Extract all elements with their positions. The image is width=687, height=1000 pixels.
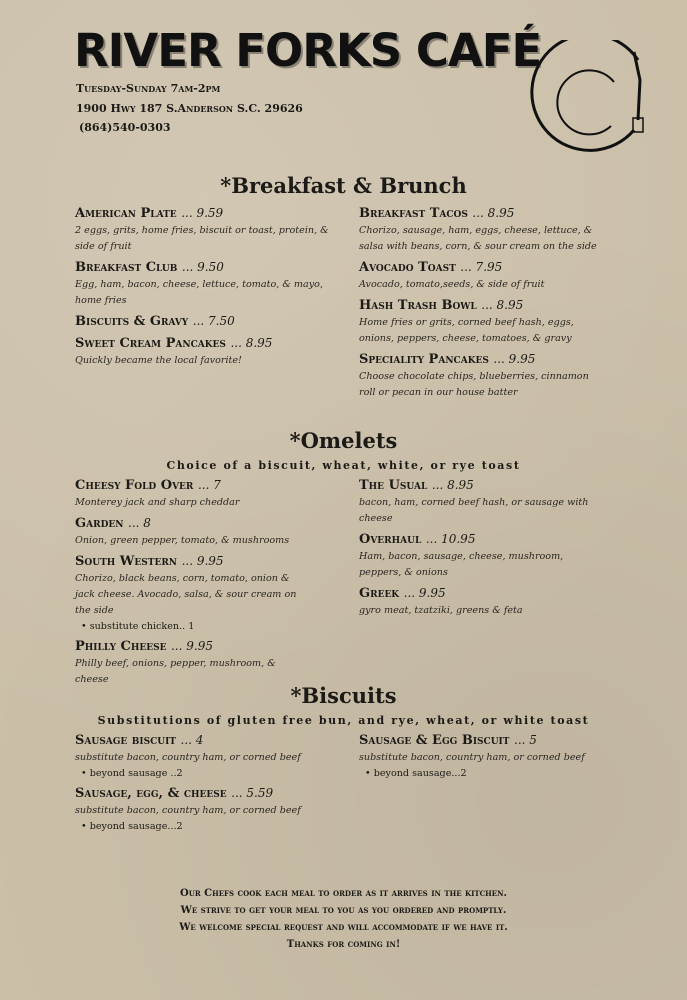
menu-item-name [359, 530, 599, 549]
item-price: ... 8.95 [431, 478, 474, 492]
item-description: Avocado, tomato,seeds, & side of fruit [359, 279, 545, 290]
menu-item-name [75, 731, 345, 750]
breakfast-left [75, 204, 345, 372]
menu-item-name [75, 637, 305, 656]
item-name: American Plate [75, 206, 177, 221]
item-price: ... 7.50 [192, 314, 235, 328]
breakfast-right [359, 204, 599, 404]
item-note: • beyond sausage...2 [81, 821, 183, 832]
item-description: Onion, green pepper, tomato, & mushrooms [75, 535, 290, 546]
item-note: • beyond sausage...2 [365, 768, 467, 779]
item-description: gyro meat, tzatziki, greens & feta [359, 605, 523, 616]
menu-item [75, 312, 345, 331]
cafe-title: RIVER FORKS CAFÉ [74, 24, 542, 77]
menu-item-name [75, 312, 345, 331]
menu-item [359, 350, 599, 401]
item-price: ... 9.59 [181, 206, 224, 220]
plate-fork-icon [526, 40, 656, 160]
omelets-right [359, 476, 599, 622]
footer-line: Thanks for coming in! [286, 939, 401, 950]
omelets-subheading: Choice of a biscuit, wheat, white, or rye toast [166, 459, 521, 472]
breakfast-heading: *Breakfast & Brunch [220, 173, 467, 198]
menu-item-name [75, 476, 305, 495]
menu-item-name [359, 731, 599, 750]
menu-item [359, 258, 599, 293]
item-description: substitute bacon, country ham, or corned beef [75, 805, 301, 816]
menu-item-name [359, 476, 599, 495]
item-name: Philly Cheese [75, 639, 167, 654]
menu-item [75, 552, 305, 634]
item-description: Ham, bacon, sausage, cheese, mushroom, peppers, & onions [359, 551, 564, 578]
footer-line: Our Chefs cook each meal to order as it arrives in the kitchen. [180, 888, 507, 899]
address: 1900 Hwy 187 S.Anderson S.C. 29626 [76, 102, 303, 115]
item-description: 2 eggs, grits, home fries, biscuit or toast, protein, & side of fruit [75, 225, 329, 252]
item-price: ... 9.95 [403, 586, 446, 600]
item-description: Choose chocolate chips, blueberries, cinnamon roll or pecan in our house batter [359, 371, 589, 398]
item-price: ... 7 [197, 478, 221, 492]
item-price: ... 9.95 [493, 352, 536, 366]
item-name: Biscuits & Gravy [75, 314, 189, 329]
menu-item [75, 204, 345, 255]
menu-item [75, 731, 345, 781]
hours: Tuesday-Sunday 7am-2pm [76, 82, 221, 95]
menu-item-name [75, 258, 345, 277]
item-name: Garden [75, 516, 124, 531]
item-description: Home fries or grits, corned beef hash, eggs, onions, peppers, cheese, tomatoes, & gravy [359, 317, 574, 344]
item-description: substitute bacon, country ham, or corned beef [359, 752, 585, 763]
footer-line: We welcome special request and will accommodate if we have it. [179, 922, 508, 933]
biscuits-right [359, 731, 599, 784]
menu-item [75, 784, 345, 834]
menu-item-name [359, 296, 599, 315]
menu-item-name [75, 784, 345, 803]
item-price: ... 7.95 [460, 260, 503, 274]
menu-item [359, 476, 599, 527]
item-note: • beyond sausage ..2 [81, 768, 183, 779]
menu-item [75, 514, 305, 549]
item-name: Sweet Cream Pancakes [75, 336, 226, 351]
footer-message [0, 885, 687, 953]
item-price: ... 9.95 [181, 554, 224, 568]
item-price: ... 5.59 [231, 786, 274, 800]
item-price: ... 9.50 [181, 260, 224, 274]
menu-item-name [75, 552, 305, 571]
item-name: Greek [359, 586, 400, 601]
item-description: Egg, ham, bacon, cheese, lettuce, tomato, & mayo, home fries [75, 279, 323, 306]
menu-item-name [75, 514, 305, 533]
menu-item [75, 476, 305, 511]
item-description: Chorizo, sausage, ham, eggs, cheese, lettuce, & salsa with beans, corn, & sour cream on the side [359, 225, 597, 252]
menu-item-name [359, 204, 599, 223]
omelets-heading: *Omelets [289, 428, 398, 453]
item-name: Cheesy Fold Over [75, 478, 194, 493]
item-description: Monterey jack and sharp cheddar [75, 497, 240, 508]
item-description: bacon, ham, corned beef hash, or sausage with cheese [359, 497, 589, 524]
biscuits-subheading: Substitutions of gluten free bun, and rye, wheat, or white toast [97, 714, 590, 727]
item-name: Overhaul [359, 532, 422, 547]
menu-item [359, 296, 599, 347]
item-name: Sausage & Egg Biscuit [359, 733, 510, 748]
menu-item [359, 731, 599, 781]
item-description: Chorizo, black beans, corn, tomato, onion & jack cheese. Avocado, salsa, & sour cream on the side [75, 573, 297, 616]
footer-line: We strive to get your meal to you as you ordered and promptly. [180, 905, 507, 916]
item-price: ... 4 [180, 733, 204, 747]
menu-item-name [75, 334, 345, 353]
item-description: Philly beef, onions, pepper, mushroom, & cheese [75, 658, 276, 685]
menu-item [75, 637, 305, 688]
item-description: Quickly became the local favorite! [75, 355, 242, 366]
item-price: ... 8.95 [472, 206, 515, 220]
biscuits-left [75, 731, 345, 837]
item-name: The Usual [359, 478, 428, 493]
item-price: ... 8.95 [230, 336, 273, 350]
menu-item [359, 204, 599, 255]
menu-item-name [75, 204, 345, 223]
item-name: Sausage, egg, & cheese [75, 786, 227, 801]
item-name: Speciality Pancakes [359, 352, 489, 367]
item-name: Breakfast Club [75, 260, 178, 275]
item-price: ... 8 [128, 516, 151, 530]
item-price: ... 10.95 [425, 532, 476, 546]
menu-item [359, 530, 599, 581]
menu-item [75, 258, 345, 309]
item-description: substitute bacon, country ham, or corned beef [75, 752, 301, 763]
item-price: ... 9.95 [170, 639, 213, 653]
menu-item-name [359, 258, 599, 277]
menu-item [359, 584, 599, 619]
phone: (864)540-0303 [79, 121, 171, 134]
menu-item-name [359, 584, 599, 603]
biscuits-heading: *Biscuits [290, 683, 397, 708]
item-name: Breakfast Tacos [359, 206, 468, 221]
omelets-left [75, 476, 305, 691]
item-price: ... 5 [514, 733, 537, 747]
item-name: Avocado Toast [359, 260, 456, 275]
item-name: Hash Trash Bowl [359, 298, 477, 313]
item-note: • substitute chicken.. 1 [81, 621, 195, 632]
menu-item [75, 334, 345, 369]
item-price: ... 8.95 [481, 298, 524, 312]
item-name: South Western [75, 554, 178, 569]
menu-item-name [359, 350, 599, 369]
item-name: Sausage biscuit [75, 733, 177, 748]
